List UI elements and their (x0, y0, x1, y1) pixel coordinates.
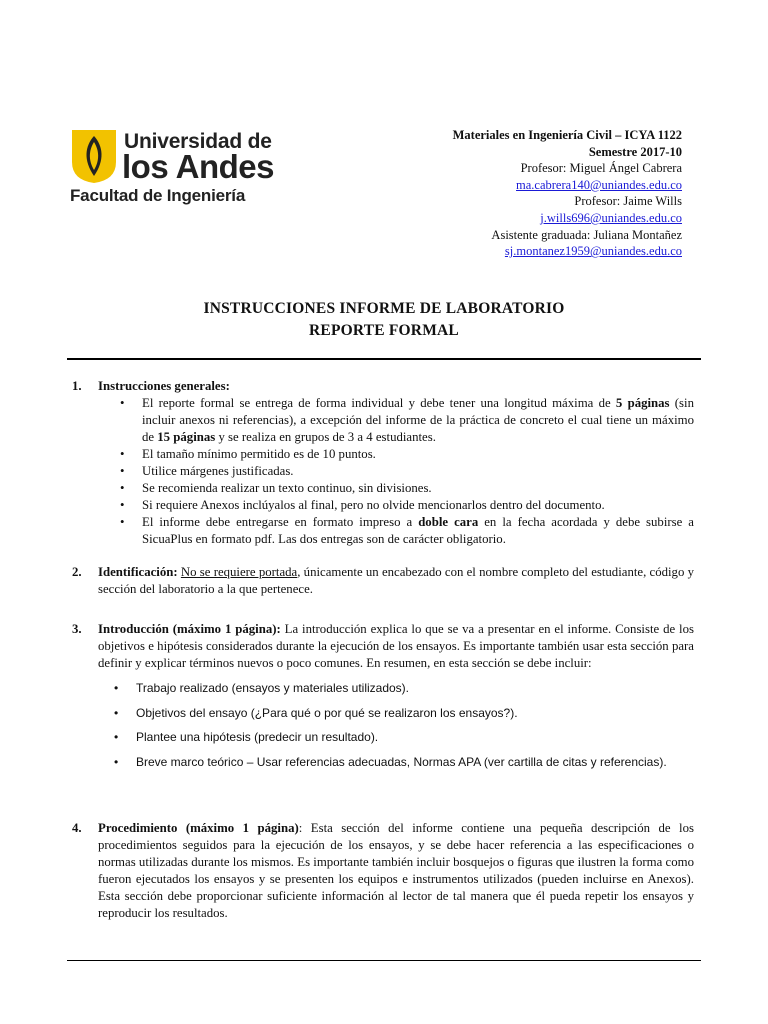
list-item: • Objetivos del ensayo (¿Para qué o por qué se realizaron los ensayos?). (136, 705, 694, 721)
logo-university-line: Universidad de (124, 130, 272, 153)
section-text: , únicamente un encabezado con el nombre completo del estudiante, código y sección del laboratorio a la que pertenece. (98, 565, 694, 596)
section-heading: Identificación: (98, 565, 178, 579)
list-item: • Si requiere Anexos inclúyalos al final, pero no olvide mencionarlos dentro del documento. (142, 497, 694, 514)
section-heading: Instrucciones generales: (98, 379, 230, 393)
document-subtitle: REPORTE FORMAL (309, 322, 459, 339)
semester: Semestre 2017-10 (588, 144, 682, 159)
section-heading: Introducción (máximo 1 página): (98, 622, 281, 636)
list-item: • El tamaño mínimo permitido es de 10 puntos. (142, 446, 694, 463)
logo-los-andes-line: los Andes (122, 148, 274, 185)
professor-1-email-link[interactable]: ma.cabrera140@uniandes.edu.co (516, 177, 682, 192)
title-divider (67, 358, 701, 360)
list-item: • El reporte formal se entrega de forma individual y debe tener una longitud máxima de 5 páginas (sin incluir anexos ni referencias), a excepción del informe de la práctica de concreto el cual tiene un máximo de 15 páginas y se realiza en grupos de 3 a 4 estudiantes. (142, 395, 694, 446)
assistant-email-link[interactable]: sj.montanez1959@uniandes.edu.co (504, 244, 682, 259)
section-introduction (72, 621, 694, 778)
section-number: 3. (72, 622, 82, 636)
section-number: 2. (72, 565, 82, 579)
university-shield-icon (70, 128, 118, 184)
section-text: : Esta sección del informe contiene una pequeña descripción de los procedimientos seguidos para la ejecución de los ensayos, y se debe hacer referencia a las especificaciones o normas utilizadas durante los mismos. Es importante también incluir bosquejos o figuras que ilustren la forma como fueron ejecutados los ensayos y se presenten los equipos e instrumentos utilizados (pueden incluirse en Anexos). Esta sección debe proporcionar suficiente información al lector de tal manera que él pueda repetir los ensayos y reproducir los resultados. (98, 821, 694, 920)
document-title: INSTRUCCIONES INFORME DE LABORATORIO (203, 300, 565, 317)
section-number: 4. (72, 821, 82, 835)
professor-2-email-link[interactable]: j.wills696@uniandes.edu.co (540, 210, 682, 225)
list-item: • El informe debe entregarse en formato impreso a doble cara en la fecha acordada y debe subirse a SicuaPlus en formato pdf. Las dos entregas son de carácter obligatorio. (142, 514, 694, 548)
course-name: Materiales en Ingeniería Civil – ICYA 1122 (452, 128, 682, 142)
assistant: Asistente graduada: Juliana Montañez (491, 227, 682, 242)
university-logo (70, 128, 274, 212)
no-cover-note: No se requiere portada (180, 565, 298, 579)
section-number: 1. (72, 379, 82, 393)
introduction-list (98, 680, 694, 770)
page-bottom-divider (67, 960, 701, 961)
list-item: • Breve marco teórico – Usar referencias adecuadas, Normas APA (ver cartilla de citas y referencias). (136, 754, 694, 770)
list-item: • Utilice márgenes justificadas. (142, 463, 694, 480)
section-text: La introducción explica lo que se va a presentar en el informe. Consiste de los objetivos e hipótesis considerados durante la ejecución de los ensayos. Es importante también usar esta sección para definir y explicar términos nuevos o poco comunes. En resumen, en esta sección se debe incluir: (98, 622, 694, 670)
logo-faculty-line: Facultad de Ingeniería (70, 186, 246, 205)
section-heading: Procedimiento (máximo 1 página) (98, 821, 299, 835)
list-item: • Se recomienda realizar un texto continuo, sin divisiones. (142, 480, 694, 497)
section-identification (72, 564, 694, 598)
course-header (453, 127, 682, 260)
instructions-list (98, 395, 694, 548)
list-item: • Plantee una hipótesis (predecir un resultado). (136, 729, 694, 745)
section-procedure (72, 820, 694, 922)
professor-1: Profesor: Miguel Ángel Cabrera (520, 161, 682, 176)
professor-2: Profesor: Jaime Wills (574, 194, 682, 209)
section-general-instructions (72, 378, 694, 548)
list-item: • Trabajo realizado (ensayos y materiales utilizados). (136, 680, 694, 696)
